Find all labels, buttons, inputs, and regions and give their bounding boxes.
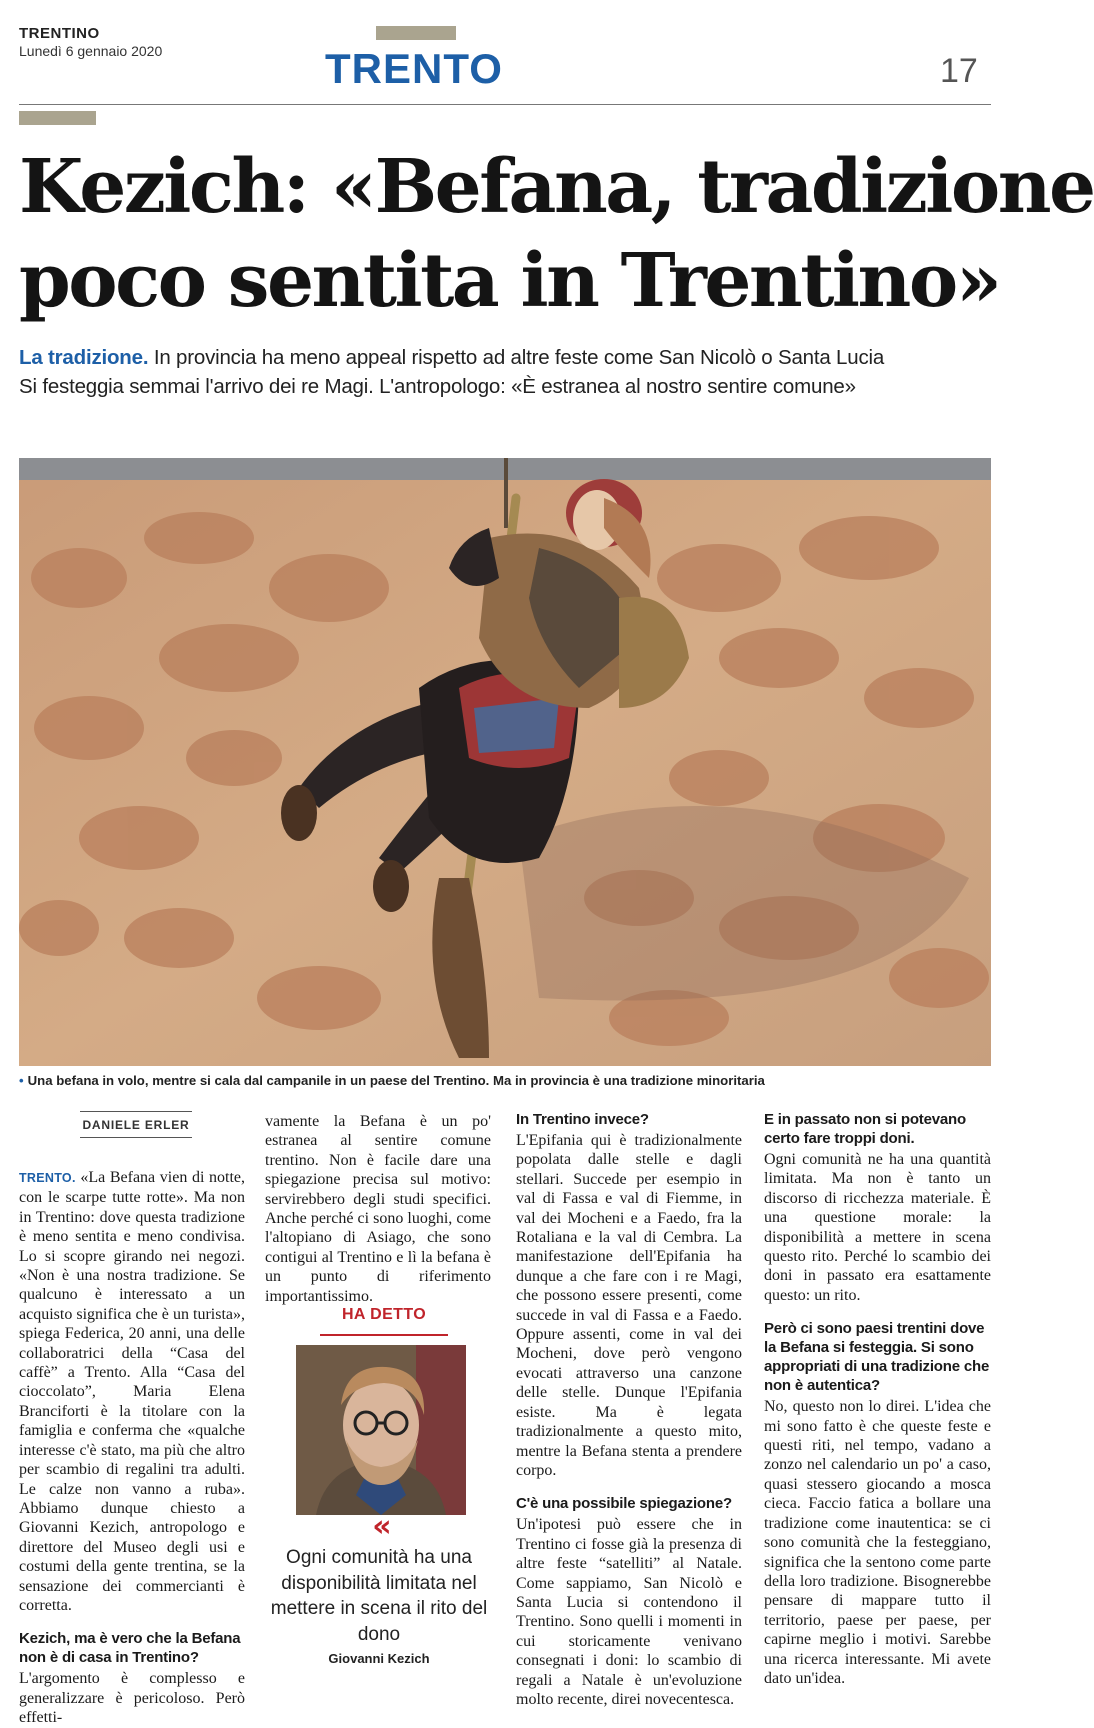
section-bar [376,26,456,40]
headline-line-2: poco sentita in Trentino» [19,238,1000,324]
author-portrait [296,1345,466,1515]
kicker-bar [19,111,96,125]
masthead-divider [19,104,991,105]
quote-label-underline [320,1334,448,1336]
answer: vamente la Befana è un po' estranea al sentire comune trentino. Non è facile dare una spiegazione precisa sul motivo: servirebbero degli studi specifici. Anche perché ci sono luoghi, come l'altopiano di Asiago, che sono contigui al Trentino e lì la befana è un punto di riferimento importantissimo. [265,1113,491,1305]
question: Kezich, ma è vero che la Befana non è di casa in Trentino? [19,1630,241,1667]
quote-text: Ogni comunità ha una disponibilità limitata nel mettere in scena il rito del dono [270,1547,488,1645]
page-number: 17 [940,52,978,90]
quote-mark-icon: « [372,1509,392,1544]
article-column-3 [516,1110,742,1709]
answer: No, questo non lo direi. L'idea che mi sono fatto è che queste feste e questi riti, nel tempo, vadano a zonzo nel calendario un po' a caso, quasi stessero giocando a mosca cieca. Faccio fatica a bollare una tradizione come inautentica: se ci sono comunità che la festeggiano, significa che la sentono come parte della loro tradizione. Bisognerebbe pensare di mappare tutto il territorio, paese per paese, per capirne meglio i motivi. Sarebbe una ricerca interessante. Mi avete dato un'idea. [764,1398,991,1687]
headline-line-1: Kezich: «Befana, tradizione [19,144,1094,230]
subtitle-lead: La tradizione. [19,346,149,369]
section-title: TRENTO [325,45,503,92]
caption-text: Una befana in volo, mentre si cala dal campanile in un paese del Trentino. Ma in provincia è una tradizione minoritaria [27,1073,765,1088]
caption-bullet-icon: • [19,1073,24,1088]
paragraph-text: «La Befana vien di notte, con le scarpe tutte rotte». Ma non in Trentino: dove questa tradizione è meno sentita e meno condivisa. Lo si scopre girando nei negozi. «Non è una nostra tradizione. Se qualcuno è interessato a un acquisto significa che è un turista», spiega Federica, 20 anni, una delle collaboratrici della “Casa del caffè” a Trento. Alla “Casa del cioccolato”, Maria Elena Branciforti è la titolare con la famiglia e conferma che «qualche interesse c'è stato, ma più che altro per scambio di regalini tra adulti. Le calze non vanno a ruba». Abbiamo dunque chiesto a Giovanni Kezich, antropologo e direttore del Museo degli usi e costumi della gente trentina, se la sensazione dei commercianti è corretta. [19,1169,245,1614]
article-column-1 [19,1168,245,1728]
subtitle-line-2: Si festeggia semmai l'arrivo dei re Magi. L'antropologo: «È estranea al nostro sentire comune» [19,375,856,398]
quote-author: Giovanni Kezich [328,1651,430,1666]
photo-caption [19,1073,999,1088]
dateline: TRENTO. [19,1171,76,1185]
answer: L'argomento è complesso e generalizzare è pericoloso. Però effetti- [19,1670,245,1727]
question: E in passato non si potevano certo fare troppi doni. [764,1111,966,1147]
newspaper-name: TRENTINO [19,25,100,42]
paragraph [19,1168,245,1615]
befana-photo [19,458,991,1066]
byline: DANIELE ERLER [80,1111,192,1138]
quote-label: HA DETTO [341,1306,427,1323]
subtitle-line-1: In provincia ha meno appeal rispetto ad altre feste come San Nicolò o Santa Lucia [153,346,885,369]
answer: Ogni comunità ne ha una quantità limitata. Ma non è tanto un discorso di ricchezza materiale. È una questione morale: la disponibilità a mettere in scena questo rito. Perché lo scambio dei doni in passato era esattamente questo: un rito. [764,1151,991,1304]
issue-date: Lunedì 6 gennaio 2020 [19,43,163,59]
answer: Un'ipotesi può essere che in Trentino ci fosse già la presenza di altre feste “satelliti” al Natale. Come sappiamo, San Nicolò e Santa Lucia si contendono il Trentino. Sono quelli i momenti in cui storicamente venivano consegnati i doni: lo scambio di regali a Natale è un'evoluzione molto recente, direi novecentesca. [516,1516,742,1708]
article-column-4 [764,1110,991,1688]
headline [19,140,1094,328]
article-column-2 [265,1112,491,1306]
question: Però ci sono paesi trentini dove la Befana si festeggia. Si sono appropriati di una tradizione che non è autentica? [764,1320,990,1395]
question: In Trentino invece? [516,1111,649,1128]
question: C'è una possibile spiegazione? [516,1495,732,1513]
subtitle [19,343,1004,401]
answer: L'Epifania qui è tradizionalmente popolata dalle stelle e dagli stellari. Succede per esempio in val di Fassa e val di Fiemme, in val dei Mocheni e a Faedo, fra la Rotaliana e la val di Cembra. La manifestazione dell'Epifania ha dunque a che fare con i re Magi, che possono essere presenti, come succede in val di Fassa e a Faedo. Oppure assenti, come in val dei Mocheni, dove però vengono evocati attraverso una canzone delle stelle. Dunque l'Epifania esiste. Ma è legata tradizionalmente a questo mito, mentre la Befana stenta a prendere corpo. [516,1132,742,1479]
